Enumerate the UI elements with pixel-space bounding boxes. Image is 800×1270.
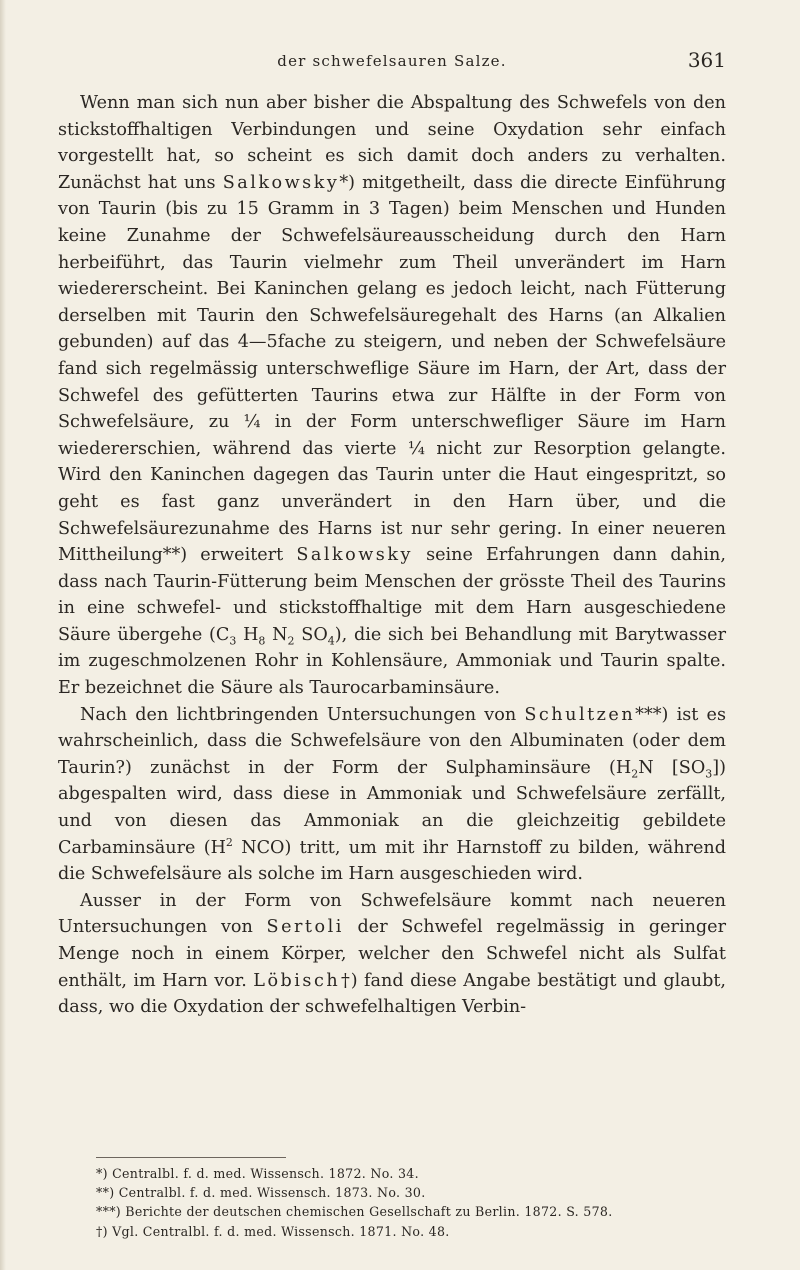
text-run: †) fand diese Angabe bestätigt und glaubt, dass, wo die Oxydation der schwefelhaltigen Verbin- [58,970,726,1018]
formula-part: H [243,624,259,645]
formula-part: SO [294,624,328,645]
text-run: ]) abgespalten wird, dass diese in Ammoniak und Schwefelsäure zerfällt, und von diesen das Ammoniak an die gleichzeitig gebildete Carbaminsäure (H [58,757,726,858]
formula-superscript: 2 [225,835,233,849]
formula-part: ) [334,624,342,645]
formula-subscript: 3 [705,767,713,781]
author-name: Salkowsky [296,545,413,566]
body-text [58,90,726,1021]
text-run: Nach den lichtbringenden Untersuchungen von [80,704,525,725]
fraction: ¼ [243,412,261,433]
author-name: Sertoli [266,917,344,938]
page-number: 361 [687,48,726,72]
text-run: seine Erfahrungen dann dahin, dass nach Taurin-Fütterung beim Menschen der grösste Theil des Taurins in eine schwefel- und stickstoffhaltige mit dem Harn ausgeschiedene Säure übergehe (C [58,545,726,645]
formula-subscript: 8 [258,634,266,648]
text-run: der Schwefel regelmässig in geringer Menge noch in einem Körper, welcher den Schwefel nicht als Sulfat enthält, im Harn vor. [58,917,726,991]
footnote-2: **) Centralbl. f. d. med. Wissensch. 1873. No. 30. [96,1185,426,1201]
text-run: Wenn man sich nun aber bisher die Abspaltung des Schwefels von den stickstoffhaltigen Verbindungen und seine Oxydation sehr einfach vorgestellt hat, so scheint es sich damit doch anders zu verhalten. Zunächst hat uns [58,93,726,193]
footnote-1: *) Centralbl. f. d. med. Wissensch. 1872. No. 34. [96,1166,419,1181]
paragraph-3 [58,888,726,1021]
running-header [58,48,726,78]
formula-subscript: 2 [631,767,639,781]
text-run: *) mitgetheilt, dass die directe Einführung von Taurin (bis zu 15 Gramm in 3 Tagen) beim Menschen und Hunden keine Zunahme der Schwefelsäureausscheidung durch den Harn herbeiführt, das Taurin vielmehr zum Theil unverändert im Harn wiedererscheint. Bei Kaninchen gelang es jedoch leicht, nach Fütterung derselben mit Taurin den Schwefelsäuregehalt des Harns (an Alkalien gebunden) auf das 4—5fache zu steigern, und neben der Schwefelsäure fand sich regelmässig unterschweflige Säure im Harn, der Art, dass der Schwefel des gefütterten Taurins etwa zur Hälfte in der Form von Schwefelsäure, zu [58,172,726,433]
text-run: NCO) tritt, um mit ihr Harnstoff zu bilden, während die Schwefelsäure als solche im Harn ausgeschieden wird. [58,837,726,885]
formula-subscript: 4 [327,634,335,648]
running-title: der schwefelsauren Salze. [277,52,507,70]
text-run: , die sich bei Behandlung mit Barytwasser im zugeschmolzenen Rohr in Kohlensäure, Ammoniak und Taurin spalte. Er bezeichnet die Säure als Taurocarbaminsäure. [58,624,726,699]
page-spine-shadow [0,0,6,1270]
text-run: ***) ist es wahrscheinlich, dass die Schwefelsäure von den Albuminaten (oder dem Taurin?) zunächst in der Form der Sulphaminsäure (H [58,704,726,778]
author-name: Schultzen [524,704,636,725]
footnote-rule [96,1157,286,1158]
formula-part: N [265,624,288,645]
text-run: N [SO [638,757,706,778]
footnote-4: †) Vgl. Centralbl. f. d. med. Wissensch. 1871. No. 48. [96,1223,450,1239]
text-run: in der Form unterschwefliger Säure im Harn wiedererschien, während das vierte [58,412,727,459]
text-run: Ausser in der Form von Schwefelsäure kommt nach neueren Untersuchungen von [58,890,726,938]
footnote-3: ***) Berichte der deutschen chemischen Gesellschaft zu Berlin. 1872. S. 578. [96,1204,613,1220]
paragraph-2 [58,702,726,888]
formula-subscript: 3 [229,634,237,648]
paragraph-1 [58,90,726,702]
footnotes [96,1164,736,1241]
formula-subscript: 2 [287,634,295,648]
author-name: Löbisch [253,970,341,991]
fraction: ¼ [407,438,425,459]
author-name: Salkowsky [222,172,340,193]
text-run: nicht zur Resorption gelangte. Wird den Kaninchen dagegen das Taurin unter die Haut eingespritzt, so geht es fast ganz unverändert in den Harn über, und die Schwefelsäurezunahme des Harns ist nur sehr gering. In einer neueren Mittheilung**) erweitert [58,438,726,566]
